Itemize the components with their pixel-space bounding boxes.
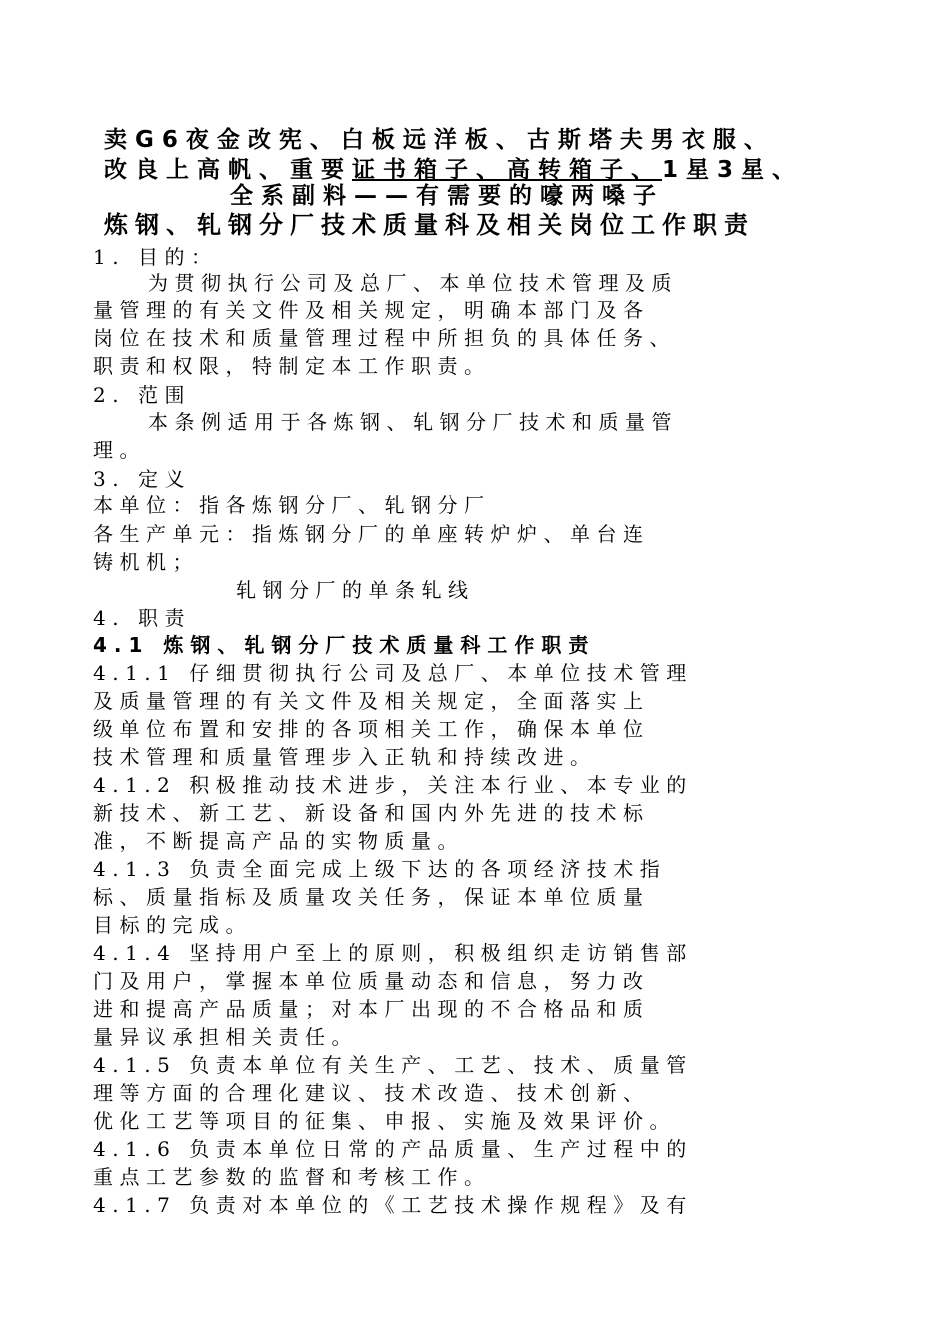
doc-line: 4.1.1 仔细贯彻执行公司及总厂、本单位技术管理	[93, 661, 693, 685]
doc-line: 4. 职责	[93, 606, 191, 630]
doc-line: 4.1.3 负责全面完成上级下达的各项经济技术指	[93, 857, 667, 881]
doc-line: 4.1.5 负责本单位有关生产、工艺、技术、质量管	[93, 1053, 693, 1077]
doc-line: 新技术、新工艺、新设备和国内外先进的技术标	[93, 801, 650, 825]
doc-line: 3. 定义	[93, 467, 191, 491]
doc-line: 各生产单元：指炼钢分厂的单座转炉炉、单台连	[93, 522, 650, 546]
doc-line: 量异议承担相关责任。	[93, 1025, 358, 1049]
ad-line-3-c: 有需要的嚎两嗓子	[416, 183, 664, 209]
doc-line: 为贯彻执行公司及总厂、本单位技术管理及质	[148, 271, 678, 295]
doc-line: 准，不断提高产品的实物质量。	[93, 829, 464, 853]
ad-line-2-c: 、	[631, 157, 662, 183]
ad-line-2-b: 证书箱子、高转箱子	[352, 157, 631, 183]
doc-line: 技术管理和质量管理步入正轨和持续改进。	[93, 745, 597, 769]
doc-line: 4.1.4 坚持用户至上的原则，积极组织走访销售部	[93, 941, 693, 965]
doc-line: 门及用户，掌握本单位质量动态和信息，努力改	[93, 969, 650, 993]
doc-line: 4.1.6 负责本单位日常的产品质量、生产过程中的	[93, 1137, 693, 1161]
doc-line: 铸机机；	[93, 550, 199, 574]
ad-line-2-a: 改良上高帆、重要	[104, 157, 352, 183]
ad-line-1: 卖G6夜金改宪、白板远洋板、古斯塔夫男衣服、	[104, 127, 775, 153]
ad-line-3-b: ——	[354, 183, 416, 209]
doc-line: 轧钢分厂的单条轧线	[236, 578, 475, 602]
doc-line: 1. 目的：	[93, 245, 218, 269]
doc-line: 级单位布置和安排的各项相关工作，确保本单位	[93, 717, 650, 741]
doc-line: 理等方面的合理化建议、技术改造、技术创新、	[93, 1081, 650, 1105]
doc-title: 炼钢、轧钢分厂技术质量科及相关岗位工作职责	[104, 212, 755, 238]
doc-line: 量管理的有关文件及相关规定，明确本部门及各	[93, 298, 650, 322]
ad-line-2-d: 1星3星、	[662, 157, 804, 183]
ad-line-3-a: 全系副料	[230, 183, 354, 209]
ad-line-3	[230, 183, 950, 209]
doc-line: 4.1.2 积极推动技术进步，关注本行业、本专业的	[93, 773, 693, 797]
doc-line: 及质量管理的有关文件及相关规定，全面落实上	[93, 689, 650, 713]
doc-line: 本条例适用于各炼钢、轧钢分厂技术和质量管	[148, 410, 678, 434]
ad-line-2	[104, 157, 874, 183]
doc-line: 4.1.7 负责对本单位的《工艺技术操作规程》及有	[93, 1193, 693, 1217]
doc-line: 重点工艺参数的监督和考核工作。	[93, 1165, 491, 1189]
doc-line: 目标的完成。	[93, 913, 252, 937]
doc-line: 理。	[93, 438, 146, 462]
section-heading-4-1: 4.1 炼钢、轧钢分厂技术质量科工作职责	[93, 633, 596, 657]
doc-line: 优化工艺等项目的征集、申报、实施及效果评价。	[93, 1109, 676, 1133]
doc-line: 标、质量指标及质量攻关任务，保证本单位质量	[93, 885, 650, 909]
doc-line: 岗位在技术和质量管理过程中所担负的具体任务、	[93, 326, 676, 350]
doc-line: 2. 范围	[93, 383, 191, 407]
doc-line: 本单位：指各炼钢分厂、轧钢分厂	[93, 493, 491, 517]
doc-line: 职责和权限，特制定本工作职责。	[93, 354, 491, 378]
doc-line: 进和提高产品质量；对本厂出现的不合格品和质	[93, 997, 650, 1021]
